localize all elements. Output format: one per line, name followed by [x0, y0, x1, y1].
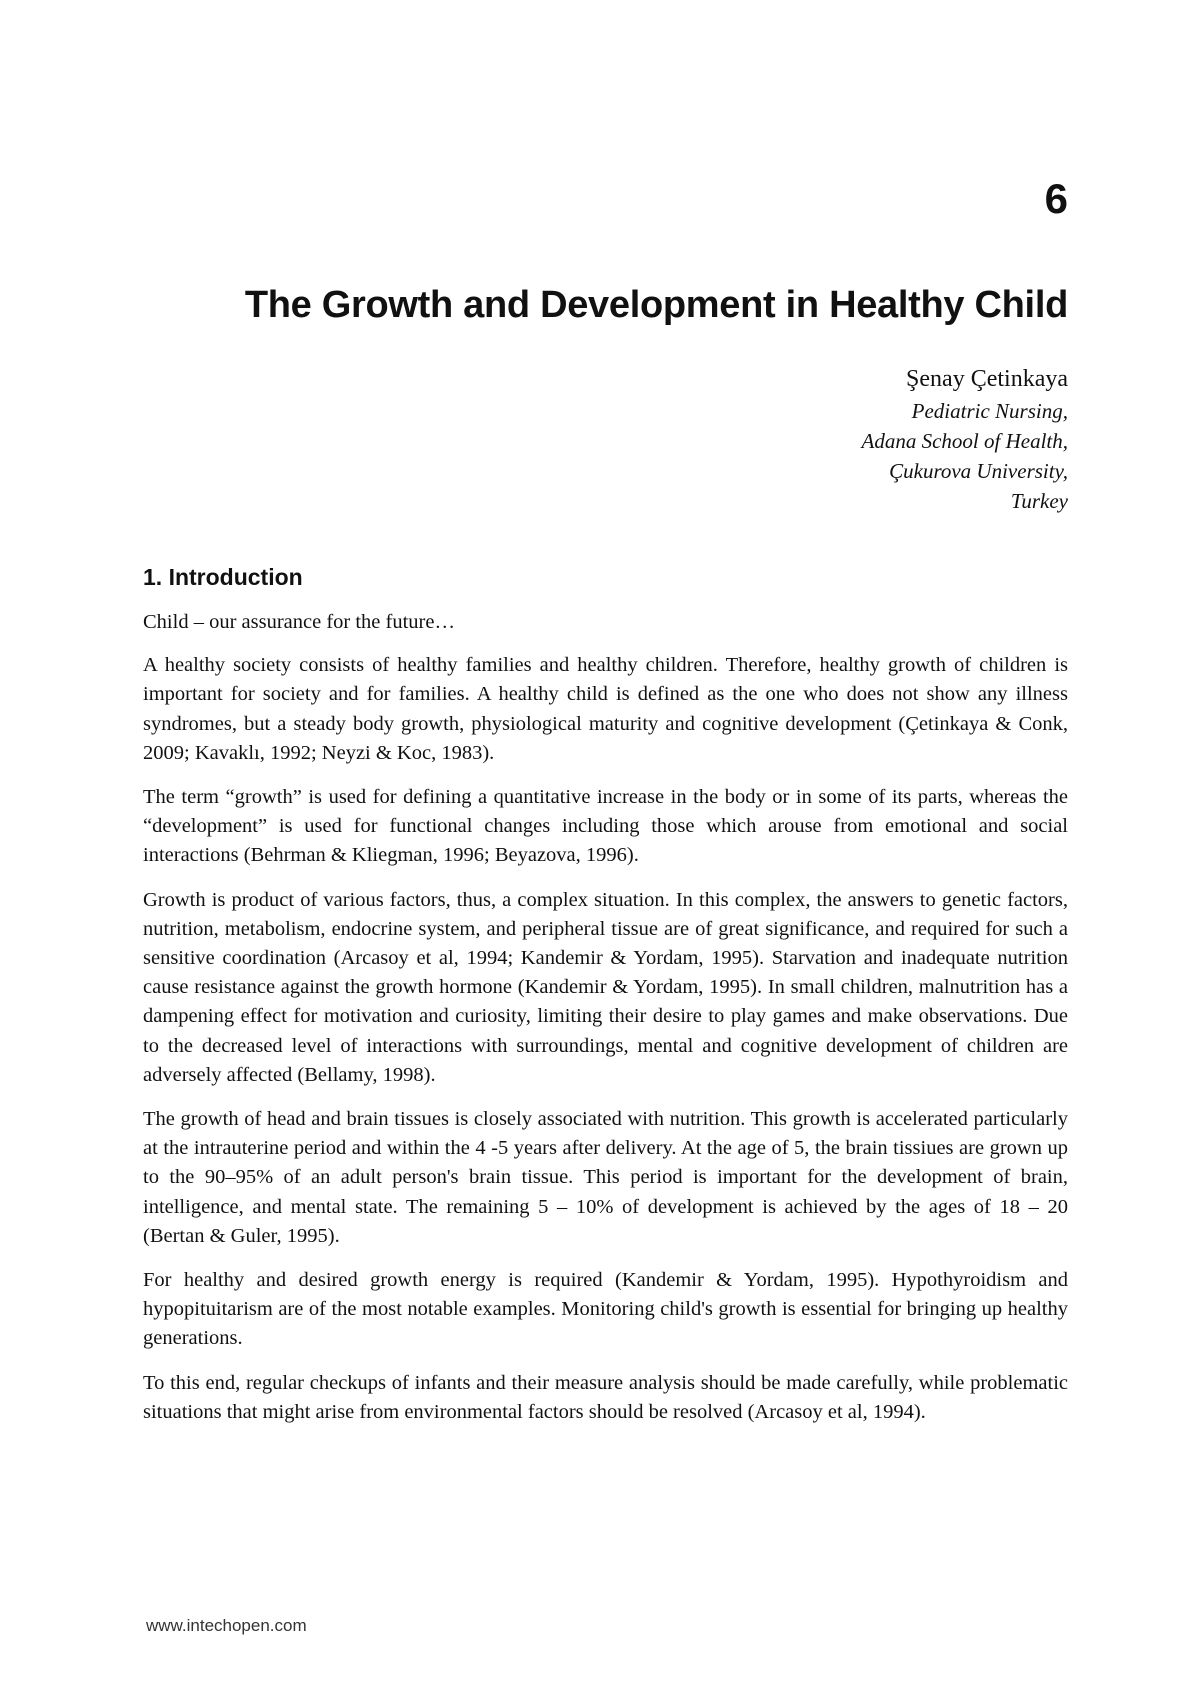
epigraph: Child – our assurance for the future… [143, 611, 455, 633]
affiliation-line: Turkey [1010, 489, 1068, 513]
paragraph: For healthy and desired growth energy is required (Kandemir & Yordam, 1995). Hypothyroidism and hypopituitarism are of the most notable examples. Monitoring child's growth is essential for bringing up healthy generations. [143, 1269, 1068, 1350]
paragraph: The term “growth” is used for defining a quantitative increase in the body or in some of its parts, whereas the “development” is used for functional changes including those which arouse from emotional and social interactions (Behrman & Kliegman, 1996; Beyazova, 1996). [143, 786, 1068, 867]
author-block [862, 362, 1068, 516]
section-heading: 1. Introduction [143, 564, 303, 590]
paragraph: A healthy society consists of healthy families and healthy children. Therefore, healthy growth of children is important for society and for families. A healthy child is defined as the one who does not show any illness syndromes, but a steady body growth, physiological maturity and cognitive development (Çetinkaya & Conk, 2009; Kavaklı, 1992; Neyzi & Koc, 1983). [143, 654, 1068, 764]
affiliation-line: Adana School of Health, [861, 429, 1068, 453]
paragraph: To this end, regular checkups of infants and their measure analysis should be made carefully, while problematic situations that might arise from environmental factors should be resolved (Arcasoy et al, 1994). [143, 1371, 1068, 1423]
footer-url[interactable]: www.intechopen.com [146, 1616, 307, 1635]
chapter-title: The Growth and Development in Healthy Child [244, 284, 1068, 326]
affiliation-line: Çukurova University, [889, 459, 1068, 483]
author-name: Şenay Çetinkaya [906, 366, 1068, 392]
body-text [143, 608, 1068, 1442]
affiliation-line: Pediatric Nursing, [911, 399, 1068, 423]
chapter-number: 6 [1044, 175, 1068, 222]
paragraph: Growth is product of various factors, thus, a complex situation. In this complex, the answers to genetic factors, nutrition, metabolism, endocrine system, and peripheral tissue are of great significance, and required for such a sensitive coordination (Arcasoy et al, 1994; Kandemir & Yordam, 1995). Starvation and inadequate nutrition cause resistance against the growth hormone (Kandemir & Yordam, 1995). In small children, malnutrition has a dampening effect for motivation and curiosity, limiting their desire to play games and make observations. Due to the decreased level of interactions with surroundings, mental and cognitive development of children are adversely affected (Bellamy, 1998). [143, 888, 1068, 1086]
paragraph: The growth of head and brain tissues is closely associated with nutrition. This growth is accelerated particularly at the intrauterine period and within the 4 -5 years after delivery. At the age of 5, the brain tissiues are grown up to the 90–95% of an adult person's brain tissue. This period is important for the development of brain, intelligence, and mental state. The remaining 5 – 10% of development is achieved by the ages of 18 – 20 (Bertan & Guler, 1995). [143, 1108, 1068, 1247]
